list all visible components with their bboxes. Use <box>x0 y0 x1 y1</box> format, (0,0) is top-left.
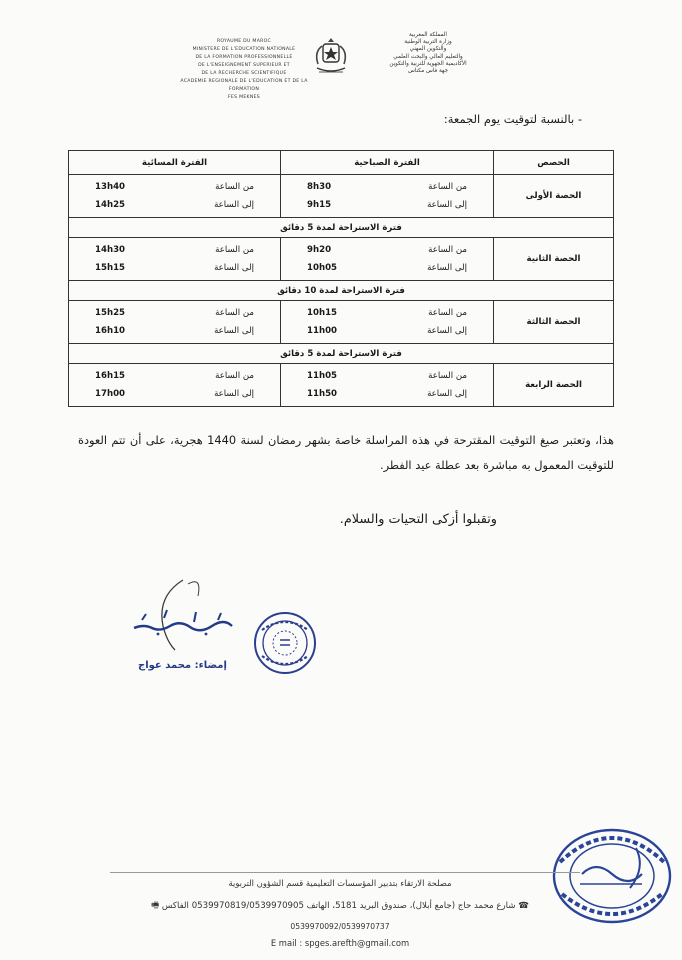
friday-schedule-table <box>68 150 614 407</box>
table-row <box>69 301 614 344</box>
header-right-line: والتكوين المهني <box>409 46 447 53</box>
header-evening: الفترة المسائية <box>69 151 281 175</box>
from-label: من الساعة <box>215 371 254 381</box>
footer-divider <box>110 872 580 873</box>
break-cell: فترة الاستراحة لمدة 10 دقائق <box>69 281 614 301</box>
to-label: إلى الساعة <box>427 200 467 210</box>
signer-name: إمضاء: محمد عواج <box>138 660 227 671</box>
royal-emblem-icon <box>309 34 353 78</box>
time-value: 17h00 <box>95 389 126 399</box>
morning-slot <box>281 364 494 407</box>
from-label: من الساعة <box>215 182 254 192</box>
closing-greeting: وتقبلوا أزكى التحيات والسلام. <box>339 512 497 527</box>
morning-slot <box>281 175 494 218</box>
header-left-line: DE LA RECHERCHE SCIENTIFIQUE <box>201 71 287 76</box>
to-label: إلى الساعة <box>214 263 254 273</box>
evening-slot <box>69 301 281 344</box>
to-label: إلى الساعة <box>214 389 254 399</box>
time-value: 16h10 <box>95 326 126 336</box>
header-left-line: ACADEMIE REGIONALE DE L'EDUCATION ET DE LA FORMATION <box>180 79 308 92</box>
header-right-line: والتعليم العالي والبحث العلمي <box>393 53 463 60</box>
period-cell: الحصة الأولى <box>494 175 614 218</box>
to-label: إلى الساعة <box>427 263 467 273</box>
academy-stamp-icon <box>252 610 318 676</box>
director-signature-icon <box>128 578 238 668</box>
time-value: 9h20 <box>307 245 332 255</box>
header-left-line: FES MEKNES <box>227 95 261 100</box>
from-label: من الساعة <box>428 245 467 255</box>
time-value: 15h25 <box>95 308 126 318</box>
time-value: 11h05 <box>307 371 338 381</box>
evening-slot <box>69 364 281 407</box>
evening-slot <box>69 238 281 281</box>
morning-slot <box>281 301 494 344</box>
time-value: 9h15 <box>307 200 332 210</box>
header-right-line: جهة فاس مكناس <box>407 68 449 75</box>
friday-schedule-intro: - بالنسبة لتوقيت يوم الجمعة: <box>443 112 582 126</box>
header-left-line: ROYAUME DU MAROC <box>216 39 272 44</box>
to-label: إلى الساعة <box>427 389 467 399</box>
period-cell: الحصة الثالثة <box>494 301 614 344</box>
header-morning: الفترة الصباحية <box>281 151 494 175</box>
time-value: 13h40 <box>95 182 126 192</box>
time-value: 16h15 <box>95 371 126 381</box>
header-left-line: DE LA FORMATION PROFESSIONNELLE <box>195 55 293 60</box>
header-left-line: DE L'ENSEIGNEMENT SUPERIEUR ET <box>198 63 290 68</box>
header-right-line: الأكاديمية الجهوية للتربية والتكوين <box>389 60 467 67</box>
break-cell: فترة الاستراحة لمدة 5 دقائق <box>69 344 614 364</box>
footer-address <box>80 900 600 914</box>
from-label: من الساعة <box>428 308 467 318</box>
to-label: إلى الساعة <box>214 326 254 336</box>
time-value: 10h05 <box>307 263 338 273</box>
note-paragraph: هذا، وتعتبر صيغ التوقيت المقترحة في هذه المراسلة خاصة بشهر رمضان لسنة 1440 هجرية، على أن تتم العودة للتوقيت المعمول به مباشرة بعد عطلة عيد الفطر. <box>78 433 614 472</box>
table-row <box>69 238 614 281</box>
footer-address-text: شارع محمد حاج (جامع أبلال)، صندوق البريد 5181، الهاتف 0539970819/0539970905 الفاكس <box>161 901 516 911</box>
from-label: من الساعة <box>428 371 467 381</box>
time-value: 14h25 <box>95 200 126 210</box>
break-row <box>69 281 614 301</box>
header-period: الحصص <box>494 151 614 175</box>
time-value: 15h15 <box>95 263 126 273</box>
period-cell: الحصة الثانية <box>494 238 614 281</box>
morning-slot <box>281 238 494 281</box>
from-label: من الساعة <box>215 308 254 318</box>
phone-icon: ☎ <box>518 901 529 911</box>
to-label: إلى الساعة <box>214 200 254 210</box>
time-value: 14h30 <box>95 245 126 255</box>
from-label: من الساعة <box>215 245 254 255</box>
break-cell: فترة الاستراحة لمدة 5 دقائق <box>69 218 614 238</box>
header-left-line: MINISTERE DE L'EDUCATION NATIONALE <box>192 47 296 52</box>
table-row <box>69 175 614 218</box>
footer-department: مصلحة الارتقاء بتدبير المؤسسات التعليمية قسم الشؤون التربوية <box>228 878 452 888</box>
header-right-line: وزارة التربية الوطنية <box>404 39 452 46</box>
to-label: إلى الساعة <box>427 326 467 336</box>
table-header-row <box>69 151 614 175</box>
time-value: 10h15 <box>307 308 338 318</box>
break-row <box>69 218 614 238</box>
header-right-block <box>378 32 478 75</box>
footer-email: E mail : spges.arefth@gmail.com <box>270 938 410 948</box>
table-row <box>69 364 614 407</box>
header-right-line: المملكة المغربية <box>409 32 447 38</box>
footer-phones: 0539970092/0539970737 <box>290 922 390 931</box>
header-left-block <box>180 38 308 102</box>
from-label: من الساعة <box>428 182 467 192</box>
evening-slot <box>69 175 281 218</box>
fax-icon: 🖷 <box>151 901 160 911</box>
period-cell: الحصة الرابعة <box>494 364 614 407</box>
break-row <box>69 344 614 364</box>
time-value: 11h00 <box>307 326 338 336</box>
time-value: 8h30 <box>307 182 332 192</box>
time-value: 11h50 <box>307 389 338 399</box>
